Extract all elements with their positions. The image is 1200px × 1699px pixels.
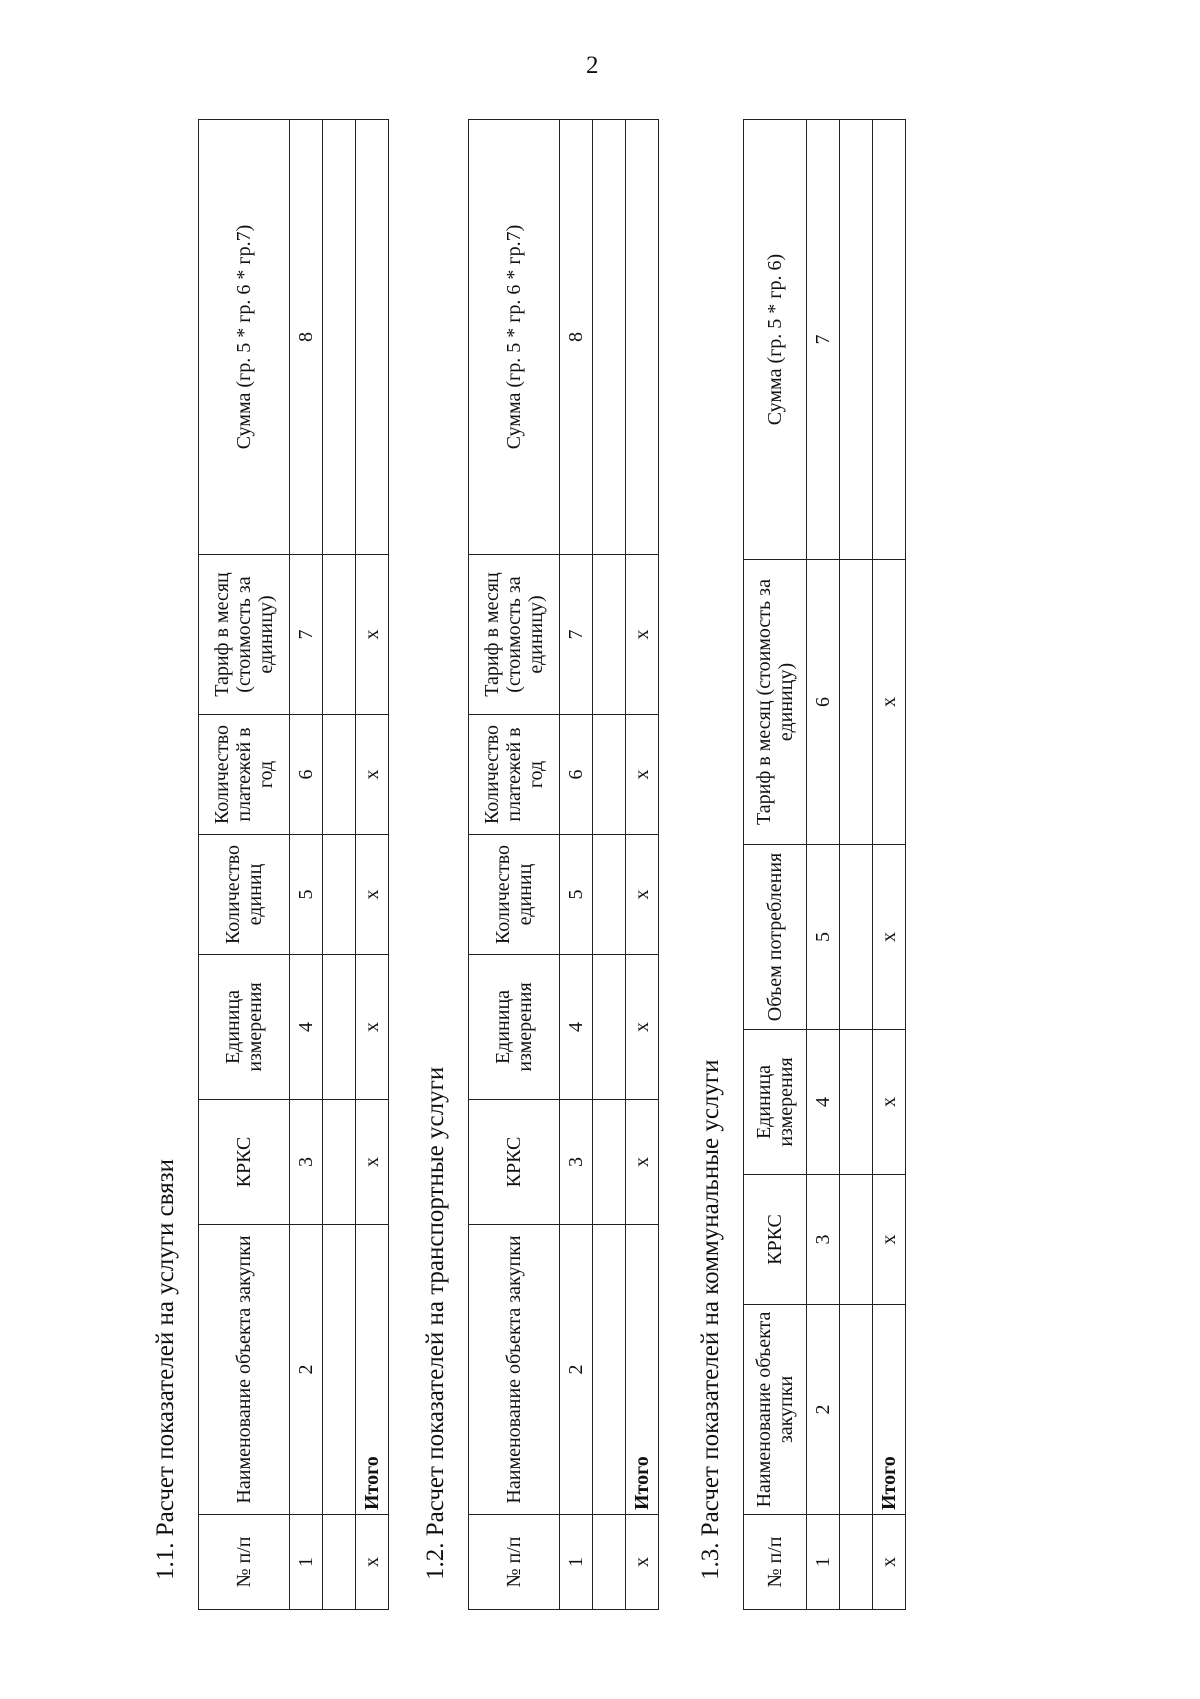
header-cell: Единица измерения [199,955,290,1100]
total-row [873,120,906,1610]
table-cell: х [356,955,389,1100]
table-cell: 4 [290,955,323,1100]
table-cell: х [626,835,659,955]
header-cell: КРКС [469,1100,560,1225]
table-cell [626,120,659,555]
table-cell [873,120,906,560]
table-cell: х [356,835,389,955]
header-cell: Количество платежей в год [199,715,290,835]
transport-services-table [468,119,659,1610]
communication-services-table [198,119,389,1610]
table-cell [840,845,873,1030]
table-cell: х [626,955,659,1100]
table-cell: 1 [560,1515,593,1610]
table-cell [356,120,389,555]
table-cell [323,715,356,835]
table-cell [593,555,626,715]
header-cell: Наименование объекта закупки [199,1225,290,1515]
header-cell: Объем потребления [744,845,807,1030]
column-number-row [290,120,323,1610]
table-cell: х [873,560,906,845]
total-row [356,120,389,1610]
header-cell: Количество единиц [199,835,290,955]
header-row [199,120,290,1610]
header-row [744,120,807,1610]
header-cell: Сумма (гр. 5 * гр. 6) [744,120,807,560]
table-cell: х [356,1100,389,1225]
empty-row [593,120,626,1610]
table-cell: х [626,1100,659,1225]
table-cell [323,835,356,955]
table-cell [840,1305,873,1515]
header-cell: Сумма (гр. 5 * гр. 6 * гр.7) [469,120,560,555]
table-cell [593,955,626,1100]
header-cell: Тариф в месяц (стоимость за единицу) [744,560,807,845]
table-cell: 2 [807,1305,840,1515]
table-cell: 4 [560,955,593,1100]
header-cell: Наименование объекта закупки [469,1225,560,1515]
table-cell: х [626,555,659,715]
table-cell: х [626,715,659,835]
page-number-text: 2 [586,52,599,79]
section-title: 1.3. Расчет показателей на коммунальные услуги [697,1059,724,1580]
table-cell [840,1515,873,1610]
header-cell: КРКС [199,1100,290,1225]
header-cell: КРКС [744,1175,807,1305]
table-cell [593,120,626,555]
table-cell [593,1100,626,1225]
table-cell: 3 [290,1100,323,1225]
table-cell: 8 [290,120,323,555]
table-cell: 7 [807,120,840,560]
table-cell: 6 [560,715,593,835]
table-cell: 3 [560,1100,593,1225]
table-cell: 7 [560,555,593,715]
empty-row [840,120,873,1610]
section-title: 1.1. Расчет показателей на услуги связи [152,1159,179,1580]
table-cell: х [873,1515,906,1610]
header-cell: № п/п [199,1515,290,1610]
table-cell [323,555,356,715]
header-cell: Тариф в месяц (стоимость за единицу) [199,555,290,715]
table-cell: х [873,1030,906,1175]
table-cell: 8 [560,120,593,555]
table-cell [840,1030,873,1175]
table-cell: х [356,555,389,715]
table-cell: х [356,715,389,835]
table-cell: 2 [290,1225,323,1515]
header-cell: Единица измерения [469,955,560,1100]
table-cell: 3 [807,1175,840,1305]
table-cell [593,1515,626,1610]
section-title: 1.2. Расчет показателей на транспортные услуги [422,1066,449,1580]
header-cell: Наименование объекта закупки [744,1305,807,1515]
table-cell [840,1175,873,1305]
table-cell: х [356,1515,389,1610]
table-cell: х [873,1175,906,1305]
column-number-row [560,120,593,1610]
table-cell: х [873,845,906,1030]
header-cell: Единица измерения [744,1030,807,1175]
total-label: Итого [626,1225,659,1515]
table-cell [323,1100,356,1225]
table-cell [840,120,873,560]
table-cell: 7 [290,555,323,715]
total-label: Итого [873,1305,906,1515]
table-cell: 4 [807,1030,840,1175]
header-cell: № п/п [469,1515,560,1610]
table-cell: 6 [807,560,840,845]
section-utility-services [695,120,906,1610]
column-number-row [807,120,840,1610]
table-cell: х [626,1515,659,1610]
table-cell: 1 [807,1515,840,1610]
table-cell [323,955,356,1100]
table-cell [323,1515,356,1610]
empty-row [323,120,356,1610]
table-cell [840,560,873,845]
table-cell: 5 [560,835,593,955]
table-cell: 6 [290,715,323,835]
table-cell: 1 [290,1515,323,1610]
header-cell: Тариф в месяц (стоимость за единицу) [469,555,560,715]
total-row [626,120,659,1610]
table-cell [593,835,626,955]
table-cell: 2 [560,1225,593,1515]
utility-services-table [743,119,906,1610]
header-cell: Количество единиц [469,835,560,955]
section-communication-services [150,120,389,1610]
table-cell [593,715,626,835]
header-cell: Количество платежей в год [469,715,560,835]
table-cell [323,1225,356,1515]
section-transport-services [420,120,659,1610]
rotated-content [150,120,990,1610]
table-cell [593,1225,626,1515]
header-row [469,120,560,1610]
total-label: Итого [356,1225,389,1515]
table-cell [323,120,356,555]
header-cell: Сумма (гр. 5 * гр. 6 * гр.7) [199,120,290,555]
table-cell: 5 [807,845,840,1030]
header-cell: № п/п [744,1515,807,1610]
table-cell: 5 [290,835,323,955]
